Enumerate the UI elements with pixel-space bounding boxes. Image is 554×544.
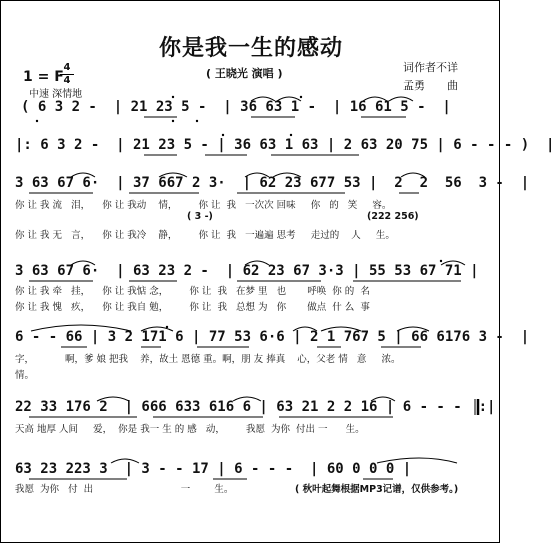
notation-line-1: ( 6 3 2 - | 21 23 5 - | 36 63 1 - | 16 61 5 - | [21, 99, 451, 115]
notation-line-7: 63 23 223 3 | 3 - - 17 | 6 - - - | 60 0 0 0 | [15, 461, 412, 477]
time-signature-bottom: 4 [63, 75, 71, 86]
lyric-verse-3: 你 让 我 牵 挂， 你 让 我惦 念， 你 让 我 在梦 里 也 呼唤 你 的 名 [15, 286, 370, 297]
singer-credit: ( 王晓光 演唱 ) [206, 67, 283, 80]
lyric-end-b: 情。 [15, 370, 35, 381]
song-title: 你是我一生的感动 [158, 36, 343, 61]
lyric-verse-2: 你 让 我 无 言， 你 让 我冷 静， 你 让 我 一遍遍 思考 走过的 人 生。 [15, 230, 395, 241]
lyric-chorus-1: 啊，爹 娘 把我 养，故土 恩德 重。啊，朋 友 捧真 心，父老 情 意 浓。 [65, 354, 401, 365]
bracket-notes-a: ( 3 -) [187, 211, 213, 222]
slur-arcs [31, 97, 465, 463]
notation-line-5: 6 - - 66 | 3 2 171 6 | 77 53 6·6 | 2 1 767 5 | 66 6176 3 - | [15, 329, 530, 345]
tempo-marking: 中速 深情地 [29, 89, 83, 100]
transcription-note: ( 秋叶起舞根据MP3记谱，仅供参考。) [295, 484, 459, 495]
lyricist-credit: 词作者不详 [403, 61, 458, 74]
octave-dots [36, 96, 442, 328]
notation-marks [1, 1, 501, 544]
key-signature: 1 = F [23, 69, 64, 85]
composer-credit: 孟勇 曲 [403, 79, 458, 92]
notation-line-4: 3 63 67 6· | 63 23 2 - | 62 23 67 3·3 | 55 53 67 71 | [15, 263, 479, 279]
lyric-verse-4: 你 让 我 愧 疚， 你 让 我自 勉， 你 让 我 总想 为 你 做点 什 么 事 [15, 302, 370, 313]
notation-line-6: 22 33 176 2 | 666 633 616 6 | 63 21 2 2 16 | 6 - - - :| [15, 399, 496, 415]
lyric-end-a: 字， [15, 354, 35, 365]
bracket-notes-b: (222 256) [367, 211, 419, 222]
time-signature-top: 4 [63, 62, 71, 73]
lyric-chorus-2: 天高 地厚 人间 爱， 你是 我一 生 的 感 动， 我愿 为你 付出 一 生。 [15, 424, 365, 435]
notation-line-2: |: 6 3 2 - | 21 23 5 - | 36 63 1 63 | 2 63 20 75 | 6 - - - ) | [15, 137, 554, 153]
notation-line-3: 3 63 67 6· | 37 667 2 3· | 62 23 677 53 | 2 2 56 3 - | [15, 175, 530, 191]
lyric-verse-1: 你 让 我 流 泪， 你 让 我动 情， 你 让 我 一次次 回味 你 的 笑 容。 [15, 200, 392, 211]
underlines [29, 117, 461, 479]
final-barline [475, 399, 478, 415]
lyric-ending: 我愿 为你 付 出 一 生。 [15, 484, 234, 495]
